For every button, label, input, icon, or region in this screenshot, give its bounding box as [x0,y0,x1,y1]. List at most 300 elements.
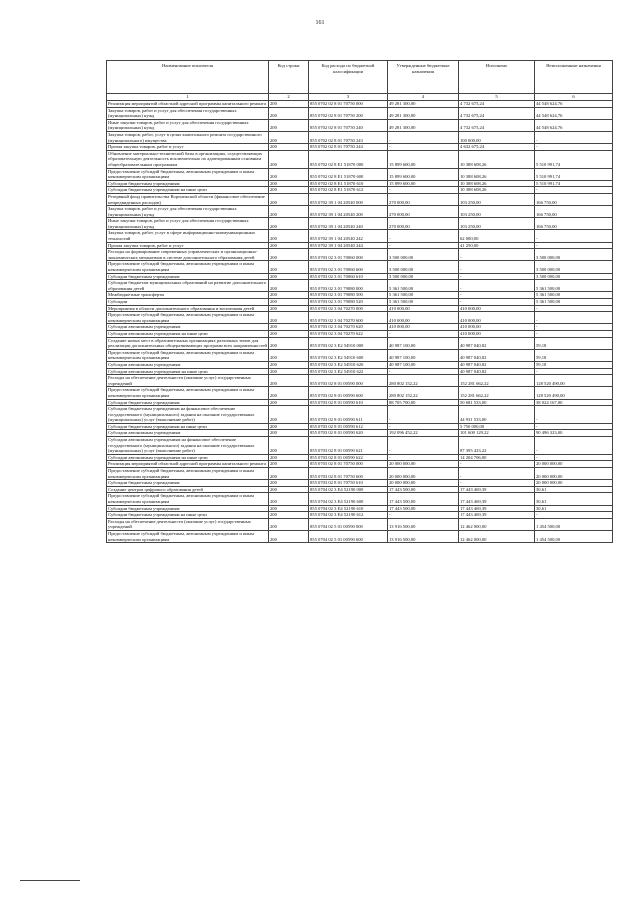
header-executed: Исполнено [459,61,535,94]
row-name: Субсидии автономным учреждениям [107,324,269,331]
row-line-code: 200 [269,361,309,368]
row-name: Закупка товаров, работ, услуг в сфере информационно-коммуникационных технологий [107,230,269,242]
row-name: Расходы на обеспечение деятельности (оказание услуг) государственных учреждений [107,375,269,387]
table-row [107,518,613,530]
row-unexecuted-amount: 90 496 323,00 [535,430,613,437]
row-budget-code: 855 0703 02 8 01 00590 610 [309,399,388,406]
row-unexecuted-amount: 3 500 000,00 [535,273,613,280]
row-executed-amount: 40 987 040,82 [459,349,535,361]
table-row [107,349,613,361]
row-approved-amount: 3 500 000,00 [388,261,459,273]
row-unexecuted-amount: 5 510 991,74 [535,180,613,187]
row-unexecuted-amount: 30,61 [535,493,613,505]
row-unexecuted-amount: 20 000 000,00 [535,480,613,487]
row-unexecuted-amount: 166 750,00 [535,206,613,218]
row-budget-code: 855 0703 02 3 04 70270 622 [309,330,388,337]
column-number: 6 [535,94,613,101]
column-number-row [107,94,613,101]
row-approved-amount: 410 000,00 [388,324,459,331]
row-unexecuted-amount: 1 454 500,00 [535,530,613,542]
row-name: Субсидии бюджетным учреждениям [107,480,269,487]
row-budget-code: 855 0703 02 8 01 70750 600 [309,468,388,480]
row-executed-amount: 12 462 000,00 [459,518,535,530]
row-executed-amount: 410 000,00 [459,330,535,337]
row-unexecuted-amount: - [535,423,613,430]
budget-execution-table [106,60,613,543]
page-number: 161 [315,20,325,26]
table-row [107,461,613,468]
row-executed-amount: 100 000,00 [459,131,535,143]
row-budget-code: 855 0704 02 3 E4 52190 600 [309,493,388,505]
row-budget-code: 855 0703 02 3 01 70060 610 [309,273,388,280]
header-budget-code: Код расхода по бюджетной классификации [309,61,388,94]
row-approved-amount: 49 281 300,00 [388,119,459,131]
header-unexecuted: Неисполненные назначения [535,61,613,94]
row-budget-code: 855 0702 02 8 E1 51870 612 [309,187,388,194]
row-unexecuted-amount: - [535,242,613,249]
table-row [107,468,613,480]
row-budget-code: 855 0702 39 1 04 20540 200 [309,206,388,218]
row-approved-amount: 15 899 600,00 [388,150,459,168]
row-line-code: 200 [269,144,309,151]
row-budget-code: 855 0702 39 1 04 20540 000 [309,193,388,205]
row-approved-amount: - [388,423,459,430]
row-executed-amount: 44 931 533,00 [459,406,535,424]
table-row [107,486,613,493]
row-line-code: 200 [269,101,309,108]
row-executed-amount: 101 600 129,22 [459,430,535,437]
row-name: Обновление материально-технической базы в организациях, осуществляющих образовательную деятельность исключительно по адаптированным основным общеобразовательным программам [107,150,269,168]
row-executed-amount: 17 443 469,39 [459,493,535,505]
row-name: Прочая закупка товаров, работ и услуг [107,242,269,249]
row-name: Межбюджетные трансферты [107,292,269,299]
row-line-code: 200 [269,230,309,242]
row-name: Субсидии автономным учреждениям на иные цели [107,330,269,337]
row-approved-amount: 5 361 500,00 [388,292,459,299]
row-name: Субсидии бюджетным учреждениям на финансовое обеспечение государственного (муниципального) задания на оказание государственных (муниципальных) услуг (выполнение работ) [107,406,269,424]
row-line-code: 200 [269,512,309,519]
row-approved-amount: - [388,330,459,337]
row-line-code: 200 [269,461,309,468]
row-unexecuted-amount: - [535,131,613,143]
row-name: Расходы на формирование современных управленческих и организационно-экономических механизмов в системе дополнительного образования детей [107,249,269,261]
row-unexecuted-amount: - [535,330,613,337]
row-name: Предоставление субсидий бюджетным, автономным учреждениям и иным некоммерческим организациям [107,387,269,399]
table-row [107,280,613,292]
row-executed-amount: 40 987 040,82 [459,361,535,368]
row-executed-amount: 152 281 662,22 [459,375,535,387]
row-unexecuted-amount: 5 361 500,00 [535,299,613,306]
table-row [107,324,613,331]
row-budget-code: 855 0704 02 3 E4 52190 610 [309,505,388,512]
table-row [107,180,613,187]
row-unexecuted-amount: 59,18 [535,361,613,368]
row-unexecuted-amount: 3 500 000,00 [535,261,613,273]
row-budget-code: 855 0703 02 3 01 70060 000 [309,249,388,261]
row-line-code: 200 [269,437,309,455]
table-row [107,368,613,375]
row-unexecuted-amount: - [535,230,613,242]
row-approved-amount: 3 500 000,00 [388,249,459,261]
row-executed-amount: 4 732 675,24 [459,101,535,108]
row-executed-amount: 103 250,00 [459,193,535,205]
row-unexecuted-amount: 128 520 490,00 [535,387,613,399]
row-line-code: 200 [269,168,309,180]
row-unexecuted-amount: - [535,454,613,461]
row-budget-code: 855 0702 39 1 04 20540 240 [309,218,388,230]
row-name: Реализация мероприятий областной адресной программы капитального ремонта [107,461,269,468]
table-row [107,337,613,349]
row-name: Предоставление субсидий бюджетным, автономным учреждениям и иным некоммерческим организациям [107,349,269,361]
row-approved-amount: - [388,131,459,143]
column-number: 2 [269,94,309,101]
row-approved-amount: 20 000 000,00 [388,468,459,480]
row-unexecuted-amount: 128 520 490,00 [535,375,613,387]
row-unexecuted-amount: - [535,437,613,455]
row-executed-amount: 4 632 675,24 [459,144,535,151]
row-line-code: 200 [269,280,309,292]
table-body [107,101,613,543]
row-executed-amount: 10 388 608,26 [459,180,535,187]
table-row [107,406,613,424]
header-name: Наименование показателя [107,61,269,94]
row-name: Предоставление субсидий бюджетным, автономным учреждениям и иным некоммерческим организациям [107,468,269,480]
row-unexecuted-amount: 30,61 [535,505,613,512]
row-budget-code: 855 0703 02 3 E2 54910 620 [309,361,388,368]
row-approved-amount: 15 899 600,00 [388,168,459,180]
table-row [107,150,613,168]
row-approved-amount: 192 096 452,22 [388,430,459,437]
row-line-code: 200 [269,249,309,261]
row-approved-amount: 280 802 152,22 [388,387,459,399]
row-approved-amount: 3 500 000,00 [388,273,459,280]
row-name: Иные закупки товаров, работ и услуг для обеспечения государственных (муниципальных) нужд [107,218,269,230]
row-approved-amount: 20 000 000,00 [388,480,459,487]
table-row [107,261,613,273]
table-row [107,218,613,230]
row-line-code: 200 [269,107,309,119]
column-number: 1 [107,94,269,101]
row-approved-amount: 17 443 500,00 [388,486,459,493]
row-unexecuted-amount: 59,18 [535,337,613,349]
row-executed-amount: - [459,299,535,306]
row-budget-code: 855 0702 02 8 01 70750 000 [309,101,388,108]
row-approved-amount: 270 000,00 [388,193,459,205]
row-line-code: 200 [269,242,309,249]
row-executed-amount: 41 250,00 [459,242,535,249]
table-row [107,361,613,368]
row-unexecuted-amount: 3 500 000,00 [535,249,613,261]
row-budget-code: 855 0703 02 8 01 00590 000 [309,375,388,387]
row-budget-code: 855 0703 02 3 01 79080 520 [309,299,388,306]
table-row [107,512,613,519]
table-header-row [107,61,613,94]
report-table-wrapper [106,60,612,543]
row-unexecuted-amount: 20 000 000,00 [535,468,613,480]
table-row [107,107,613,119]
row-executed-amount: 50 681 533,00 [459,399,535,406]
row-executed-amount: - [459,468,535,480]
row-name: Предоставление субсидий бюджетным, автономным учреждениям и иным некоммерческим организациям [107,168,269,180]
row-budget-code: 855 0702 39 1 04 20540 242 [309,230,388,242]
table-row [107,493,613,505]
row-unexecuted-amount: 44 548 624,76 [535,107,613,119]
row-line-code: 200 [269,349,309,361]
row-name: Субсидии бюджетным учреждениям [107,273,269,280]
row-executed-amount: 14 204 706,00 [459,454,535,461]
row-approved-amount: 13 916 500,00 [388,530,459,542]
row-unexecuted-amount: 20 000 000,00 [535,461,613,468]
row-approved-amount: - [388,187,459,194]
row-approved-amount: 5 361 500,00 [388,299,459,306]
table-row [107,330,613,337]
row-line-code: 200 [269,330,309,337]
row-name: Субсидии автономным учреждениям [107,430,269,437]
row-executed-amount: 17 443 469,39 [459,486,535,493]
row-executed-amount: 17 443 469,39 [459,512,535,519]
table-row [107,387,613,399]
row-line-code: 200 [269,480,309,487]
row-unexecuted-amount: - [535,512,613,519]
table-row [107,101,613,108]
row-unexecuted-amount: - [535,368,613,375]
footer-divider [20,880,80,881]
table-row [107,131,613,143]
row-executed-amount: 103 250,00 [459,218,535,230]
row-line-code: 200 [269,312,309,324]
row-unexecuted-amount: 5 361 500,00 [535,280,613,292]
row-budget-code: 855 0702 02 8 E1 51870 000 [309,150,388,168]
row-budget-code: 855 0703 02 8 01 00590 611 [309,406,388,424]
row-unexecuted-amount: - [535,305,613,312]
row-name: Закупка товаров, работ и услуг для обеспечения государственных (муниципальных) нужд [107,107,269,119]
row-approved-amount: 13 916 500,00 [388,518,459,530]
table-row [107,423,613,430]
row-executed-amount: 40 987 040,82 [459,368,535,375]
row-budget-code: 855 0702 02 8 E1 51870 600 [309,168,388,180]
row-executed-amount: 410 000,00 [459,312,535,324]
row-approved-amount: - [388,368,459,375]
row-approved-amount: 88 705 700,00 [388,399,459,406]
table-row [107,454,613,461]
table-row [107,305,613,312]
row-line-code: 200 [269,299,309,306]
row-executed-amount: 152 281 662,22 [459,387,535,399]
row-approved-amount: 17 443 500,00 [388,493,459,505]
row-name: Субсидии автономным учреждениям на иные цели [107,454,269,461]
row-executed-amount: 10 388 608,26 [459,150,535,168]
row-line-code: 200 [269,505,309,512]
row-line-code: 200 [269,375,309,387]
row-name: Создание новых мест в образовательных организациях различных типов для реализации дополнительных общеразвивающих программ всех направленностей [108,337,268,349]
table-row [107,375,613,387]
row-unexecuted-amount: 30,61 [535,486,613,493]
row-budget-code: 855 0704 02 3 E4 52190 000 [309,486,388,493]
row-unexecuted-amount: - [535,187,613,194]
row-line-code: 200 [269,305,309,312]
row-unexecuted-amount: - [535,324,613,331]
row-budget-code: 855 0703 02 8 01 00590 620 [309,430,388,437]
row-line-code: 200 [269,261,309,273]
row-budget-code: 855 0703 02 8 01 00590 622 [309,454,388,461]
row-unexecuted-amount: 166 750,00 [535,193,613,205]
row-name: Субсидии бюджетным учреждениям [107,399,269,406]
row-approved-amount: 40 987 100,00 [388,349,459,361]
table-row [107,249,613,261]
row-approved-amount: - [388,406,459,424]
row-name: Предоставление субсидий бюджетным, автономным учреждениям и иным некоммерческим организациям [107,493,269,505]
row-executed-amount: - [459,480,535,487]
row-budget-code: 855 0703 02 3 01 79080 000 [309,280,388,292]
table-row [107,187,613,194]
row-executed-amount: 40 987 040,82 [459,337,535,349]
row-unexecuted-amount: 44 548 624,76 [535,101,613,108]
row-budget-code: 855 0703 02 8 01 70750 000 [309,461,388,468]
row-line-code: 200 [269,273,309,280]
row-budget-code: 855 0703 02 8 01 70750 610 [309,480,388,487]
row-line-code: 200 [269,131,309,143]
row-executed-amount: 5 750 000,00 [459,423,535,430]
table-row [107,430,613,437]
row-name: Субсидии бюджетным учреждениям на иные цели [107,187,269,194]
row-approved-amount: 410 000,00 [388,312,459,324]
row-line-code: 200 [269,493,309,505]
table-row [107,242,613,249]
row-approved-amount: - [388,242,459,249]
row-line-code: 200 [269,454,309,461]
row-approved-amount: 5 361 500,00 [388,280,459,292]
row-unexecuted-amount: - [535,312,613,324]
row-line-code: 200 [269,193,309,205]
header-approved: Утвержденные бюджетные назначения [388,61,459,94]
row-name: Создание центров цифрового образования детей [107,486,269,493]
row-name: Субсидии [107,299,269,306]
row-budget-code: 855 0703 02 3 04 70270 000 [309,305,388,312]
row-unexecuted-amount: 38 024 167,00 [535,399,613,406]
row-approved-amount: 20 000 000,00 [388,461,459,468]
row-line-code: 200 [269,530,309,542]
row-approved-amount: 49 281 300,00 [388,107,459,119]
row-name: Предоставление субсидий бюджетным, автономным учреждениям и иным некоммерческим организациям [107,261,269,273]
row-executed-amount: - [459,461,535,468]
row-budget-code: 855 0702 02 8 E1 51870 610 [309,180,388,187]
row-name: Закупка товаров, работ, услуг в целях капитального ремонта государственного (муниципального) имущества [107,131,269,143]
row-approved-amount: - [388,512,459,519]
row-approved-amount: - [388,454,459,461]
row-line-code: 200 [269,406,309,424]
row-name: Субсидии бюджетным учреждениям [107,180,269,187]
table-row [107,480,613,487]
row-name: Субсидии автономным учреждениям [107,361,269,368]
row-line-code: 200 [269,150,309,168]
row-line-code: 200 [269,387,309,399]
row-executed-amount: 10 388 608,26 [459,187,535,194]
row-unexecuted-amount: 166 750,00 [535,218,613,230]
row-unexecuted-amount: 5 510 991,74 [535,150,613,168]
header-line-code: Код строки [269,61,309,94]
row-name: Предоставление субсидий бюджетным, автономным учреждениям и иным некоммерческим организациям [107,312,269,324]
row-executed-amount: 103 250,00 [459,206,535,218]
row-executed-amount: 4 732 675,24 [459,107,535,119]
row-unexecuted-amount: 59,18 [535,349,613,361]
row-approved-amount: 17 443 500,00 [388,505,459,512]
row-executed-amount: 10 388 608,26 [459,168,535,180]
table-row [107,193,613,205]
row-executed-amount: 17 443 469,39 [459,505,535,512]
row-name: Закупка товаров, работ и услуг для обеспечения государственных (муниципальных) нужд [107,206,269,218]
row-line-code: 200 [269,399,309,406]
row-budget-code: 855 0703 02 3 01 79080 500 [309,292,388,299]
row-budget-code: 855 0704 02 5 01 00590 600 [309,530,388,542]
row-approved-amount: - [388,144,459,151]
row-approved-amount: - [388,437,459,455]
row-name: Субсидии бюджетам муниципальных образований на развитие дополнительного образования детей [107,280,269,292]
row-line-code: 200 [269,337,309,349]
table-row [107,206,613,218]
row-approved-amount: 410 000,00 [388,305,459,312]
row-budget-code: 855 0704 02 3 E4 52190 612 [309,512,388,519]
row-unexecuted-amount: - [535,406,613,424]
row-name: Предоставление субсидий бюджетным, автономным учреждениям и иным некоммерческим организациям [107,530,269,542]
row-budget-code: 855 0703 02 8 01 00590 600 [309,387,388,399]
row-executed-amount: - [459,280,535,292]
row-budget-code: 855 0703 02 8 01 00590 621 [309,437,388,455]
row-approved-amount: 40 987 100,00 [388,361,459,368]
row-budget-code: 855 0702 02 8 01 70750 200 [309,107,388,119]
row-executed-amount: 410 000,00 [459,324,535,331]
row-budget-code: 855 0702 39 1 04 20540 244 [309,242,388,249]
row-budget-code: 855 0702 02 8 01 70750 244 [309,144,388,151]
row-name: Прочая закупка товаров, работ и услуг [107,144,269,151]
table-row [107,168,613,180]
row-name: Субсидии бюджетным учреждениям на иные цели [107,423,269,430]
table-row [107,530,613,542]
row-executed-amount: - [459,273,535,280]
row-approved-amount: - [388,230,459,242]
row-line-code: 200 [269,292,309,299]
column-number: 5 [459,94,535,101]
row-name: Резервный фонд правительства Воронежской области (финансовое обеспечение непредвиденных расходов) [107,193,269,205]
row-line-code: 200 [269,218,309,230]
table-row [107,505,613,512]
column-number: 3 [309,94,388,101]
row-budget-code: 855 0703 02 3 E2 54910 600 [309,349,388,361]
row-line-code: 200 [269,206,309,218]
row-approved-amount: 280 802 152,22 [388,375,459,387]
row-approved-amount: 270 000,00 [388,206,459,218]
row-executed-amount: 4 732 675,24 [459,119,535,131]
table-row [107,299,613,306]
row-line-code: 200 [269,187,309,194]
row-approved-amount: 270 000,00 [388,218,459,230]
table-row [107,312,613,324]
row-unexecuted-amount: 5 510 991,74 [535,168,613,180]
row-name: Реализация мероприятий областной адресной программы капитального ремонта [107,101,269,108]
row-executed-amount: 410 000,00 [459,305,535,312]
row-budget-code: 855 0703 02 3 04 70270 620 [309,324,388,331]
table-row [107,144,613,151]
row-line-code: 200 [269,119,309,131]
row-line-code: 200 [269,430,309,437]
table-row [107,399,613,406]
row-budget-code: 855 0703 02 3 04 70270 600 [309,312,388,324]
column-number: 4 [388,94,459,101]
row-line-code: 200 [269,518,309,530]
row-budget-code: 855 0703 02 3 E2 54910 000 [309,337,388,349]
row-approved-amount: 40 987 100,00 [388,337,459,349]
table-row [107,437,613,455]
row-unexecuted-amount: 5 361 500,00 [535,292,613,299]
